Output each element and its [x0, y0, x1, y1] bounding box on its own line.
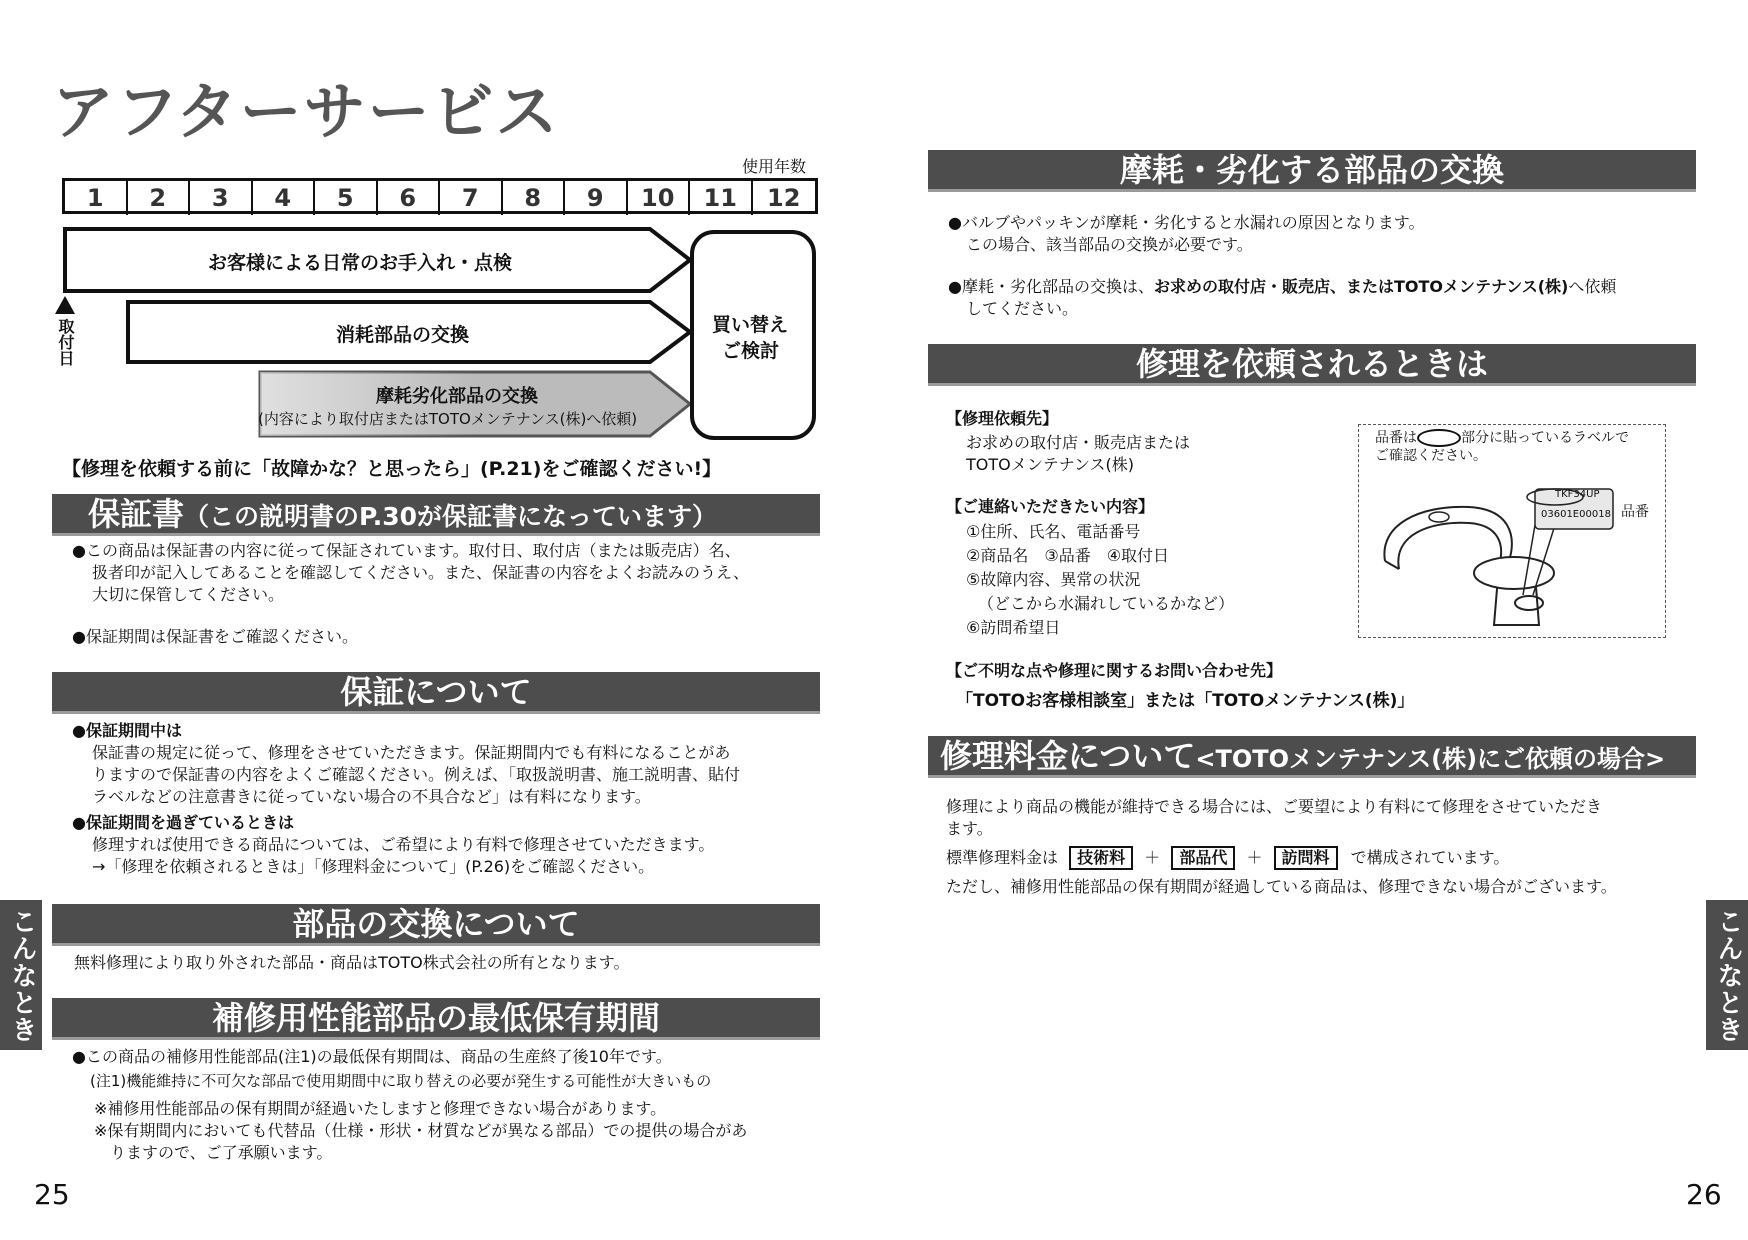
warranty-doc-bullet1: ●この商品は保証書の内容に従って保証されています。取付日、取付店（または販売店）名、 扱者印が記入してあることを確認してください。また、保証書の内容をよくお読みのうえ、 大切に保管してください。: [72, 541, 749, 604]
hinban-label: 品番: [1621, 504, 1649, 520]
year-cell: 10: [628, 181, 691, 215]
year-cell: 3: [190, 181, 253, 215]
replace-line2: ご検討: [722, 340, 780, 362]
faucet-icon: [1359, 465, 1665, 637]
repair-fee-heading-sub: <TOTOメンテナンス(株)にご依頼の場合>: [1195, 745, 1666, 773]
min-period-note2: ※補修用性能部品の保有期間が経過いたしますと修理できない場合があります。: [94, 1099, 667, 1118]
contact-items: [966, 520, 1234, 640]
wear-parts-heading: 摩耗・劣化する部品の交換: [928, 150, 1696, 192]
warranty-doc-heading: [52, 494, 820, 536]
inquiry-title: 【ご不明な点や修理に関するお問い合わせ先】: [946, 661, 1283, 680]
contact-item: ①住所、氏名、電話番号: [966, 522, 1141, 541]
year-cell: 5: [315, 181, 378, 215]
contact-item: （どこから水漏れしているかなど）: [978, 594, 1235, 613]
check-note: 【修理を依頼する前に「故障かな？と思ったら」(P.21)をご確認ください!】: [62, 458, 722, 480]
label-oval-icon: [1417, 429, 1461, 447]
year-cell: 11: [690, 181, 753, 215]
warranty-doc-heading-sub: （この説明書のP.30が保証書になっています）: [184, 502, 718, 531]
page-number-right: 26: [1686, 1178, 1722, 1211]
repair-dest-line2: TOTOメンテナンス(株): [966, 455, 1134, 474]
warranty-sub1-text: 保証書の規定に従って、修理をさせていただきます。保証期間内でも有料になることがあ りますので保証書の内容をよくご確認ください。例えば、「取扱説明書、施工説明書、貼付 ラベルなどの注意書きに従っていない場合の不具合など」は有料になります。: [92, 743, 741, 806]
install-day-marker: [55, 296, 75, 314]
daily-care-label: お客様による日常のお手入れ・点検: [208, 252, 513, 274]
repair-dest-line1: お求めの取付店・販売店または: [966, 433, 1191, 452]
faucet-label-figure: 品番は 部分に貼っているラベルで ご確認ください。 TKF34UP 03601E00018 品番: [1358, 424, 1666, 638]
year-cell: 2: [128, 181, 191, 215]
consumable-label: 消耗部品の交換: [336, 324, 470, 346]
year-cell: 12: [767, 184, 801, 212]
repair-fee-text: 修理により商品の機能が維持できる場合には、ご要望により有料にて修理をさせていただき ます。: [946, 797, 1603, 838]
fee-technical: 技術料: [1069, 846, 1133, 870]
min-period-note3: ※保有期間内においても代替品（仕様・形状・材質などが異なる部品）での提供の場合があ りますので、ご了承願います。: [94, 1121, 748, 1162]
page-number-left: 25: [34, 1178, 70, 1211]
repair-dest-title: 【修理依頼先】: [946, 409, 1059, 428]
parts-exchange-text: 無料修理により取り外された部品・商品はTOTO株式会社の所有となります。: [74, 953, 630, 972]
year-cell: 6: [378, 181, 441, 215]
warranty-doc-bullet2: ●保証期間は保証書をご確認ください。: [72, 627, 358, 646]
install-day-label: 取付日: [56, 318, 75, 366]
warranty-sub2-title: ●保証期間を過ぎているときは: [72, 813, 294, 832]
warranty-doc-heading-main: 保証書: [88, 495, 185, 533]
inquiry-text: 「TOTOお客様相談室」または「TOTOメンテナンス(株)」: [956, 691, 1415, 711]
side-tab-right[interactable]: こんなときは: [1706, 900, 1748, 1050]
warranty-heading: 保証について: [52, 672, 820, 714]
year-cell: 4: [253, 181, 316, 215]
contact-item: ⑤故障内容、異常の状況: [966, 570, 1141, 589]
year-cell: 1: [65, 181, 128, 215]
warranty-sub2-text: 修理すれば使用できる商品については、ご希望により有料で修理させていただきます。 →「修理を依頼されるときは」「修理料金について」(P.26)をご確認ください。: [92, 835, 715, 876]
fee-parts: 部品代: [1171, 846, 1235, 870]
contact-title: 【ご連絡いただきたい内容】: [946, 497, 1155, 516]
usage-years-label: 使用年数: [742, 157, 807, 176]
label-model: TKF34UP: [1555, 489, 1600, 500]
year-cell: 9: [565, 181, 628, 215]
warranty-sub1-title: ●保証期間中は: [72, 721, 182, 740]
repair-fee-heading-main: 修理料金について: [940, 737, 1196, 775]
label-serial: 03601E00018: [1541, 509, 1611, 520]
page-title: アフターサービス: [52, 75, 560, 148]
year-cell: 8: [503, 181, 566, 215]
min-period-heading: 補修用性能部品の最低保有期間: [52, 998, 820, 1040]
wear-parts-sublabel: (内容により取付店またはTOTOメンテナンス(株)へ依頼): [258, 410, 638, 428]
side-tab-left[interactable]: こんなとき: [0, 900, 42, 1050]
replace-line1: 買い替え: [712, 314, 789, 336]
parts-exchange-heading: 部品の交換について: [52, 904, 820, 946]
min-period-bullet: ●この商品の補修用性能部品(注1)の最低保有期間は、商品の生産終了後10年です。: [72, 1047, 672, 1066]
year-ruler: [62, 178, 818, 214]
contact-item: ⑥訪問希望日: [966, 618, 1061, 637]
wear-parts-bullet2: ●摩耗・劣化部品の交換は、お求めの取付店・販売店、またはTOTOメンテナンス(株)へ依頼 してください。: [948, 277, 1617, 318]
contact-item: ②商品名 ③品番 ④取付日: [966, 546, 1170, 565]
repair-fee-note: ただし、補修用性能部品の保有期間が経過している商品は、修理できない場合がございます。: [946, 877, 1617, 896]
repair-fee-heading: [928, 736, 1696, 778]
fee-visit: 訪問料: [1274, 846, 1338, 870]
wear-parts-bullet1: ●バルブやパッキンが摩耗・劣化すると水漏れの原因となります。 この場合、該当部品の交換が必要です。: [948, 213, 1425, 254]
wear-parts-label: 摩耗劣化部品の交換: [376, 386, 538, 407]
min-period-note1: (注1)機能維持に不可欠な部品で使用期間中に取り替えの必要が発生する可能性が大きいもの: [90, 1072, 712, 1090]
year-cell: 7: [440, 181, 503, 215]
repair-fee-formula: 標準修理料金は 技術料 ＋ 部品代 ＋ 訪問料 で構成されています。: [946, 846, 1509, 870]
repair-request-heading: 修理を依頼されるときは: [928, 344, 1696, 386]
